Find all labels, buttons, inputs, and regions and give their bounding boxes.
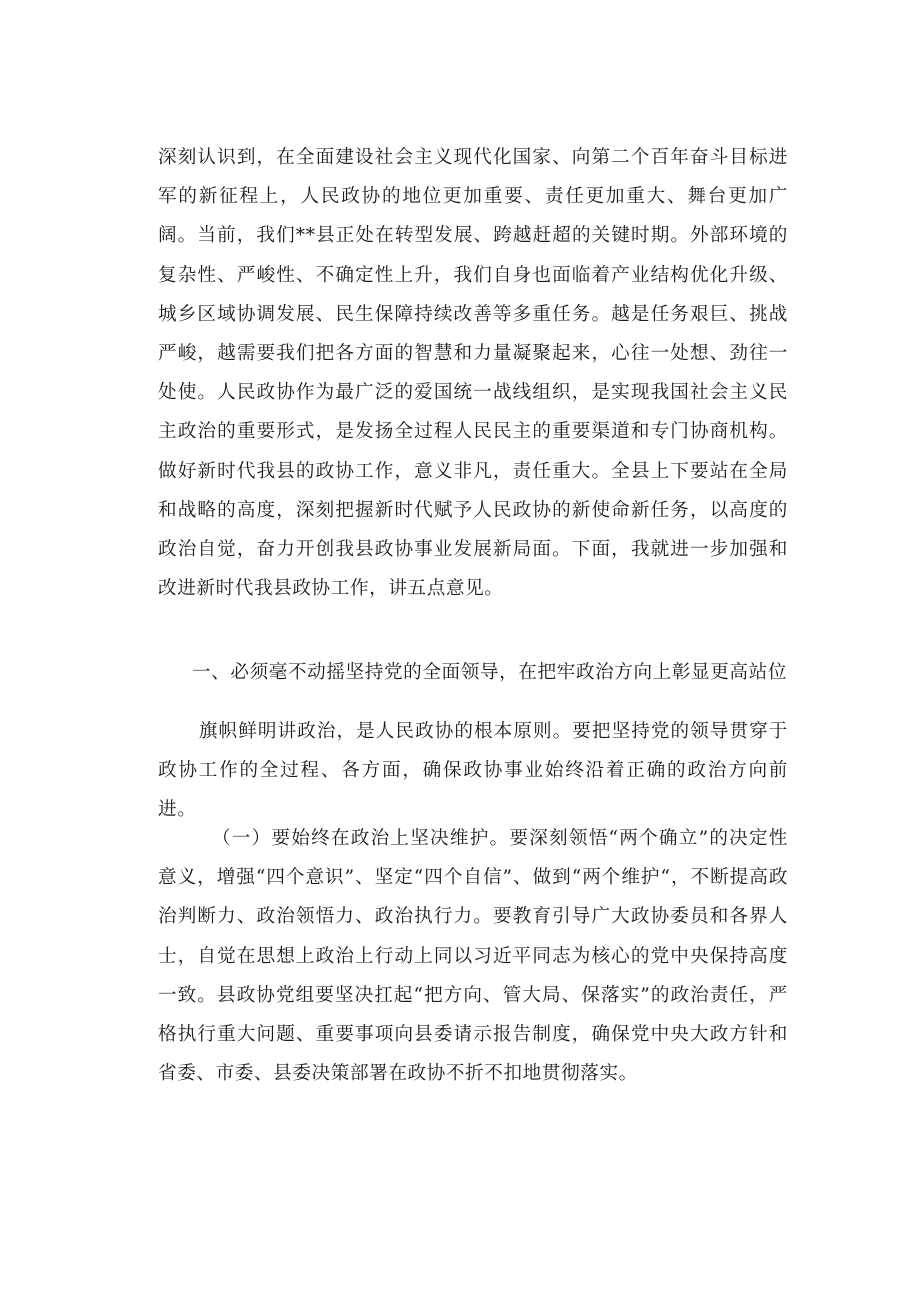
section-1-heading — [192, 653, 792, 692]
section-1-paragraph-text: 旗帜鲜明讲政治，是人民政协的根本原则。要把坚持党的领导贯穿于政协工作的全过程、各方面，确保政协事业始终沿着正确的政治方向前进。 — [158, 721, 788, 821]
subsection-1-paragraph-text: （一）要始终在政治上坚决维护。要深刻领悟“两个确立”的决定性意义，增强“四个意识”、坚定“四个自信”、做到“两个维护“，不断提高政治判断力、政治领悟力、政治执行力。要教育引导广大政协委员和各界人士，自觉在思想上政治上行动上同以习近平同志为核心的党中央保持高度一致。县政协党组要坚决扛起“把方向、管大局、保落实”的政治责任，严格执行重大问题、重要事项向县委请示报告制度，确保党中央大政方针和省委、市委、县委决策部署在政协不折不扣地贯彻落实。 — [158, 828, 788, 1085]
subsection-1-paragraph — [158, 819, 788, 1093]
section-1-paragraph — [158, 712, 788, 830]
section-1-heading-text: 一、必须毫不动摇坚持党的全面领导，在把牢政治方向上彰显更高站位 — [192, 662, 788, 683]
intro-paragraph — [158, 138, 788, 608]
intro-paragraph-text: 深刻认识到，在全面建设社会主义现代化国家、向第二个百年奋斗目标进军的新征程上，人民政协的地位更加重要、责任更加重大、舞台更加广阔。当前，我们**县正处在转型发展、跨越赶超的关键时期。外部环境的复杂性、严峻性、不确定性上升，我们自身也面临着产业结构优化升级、城乡区域协调发展、民生保障持续改善等多重任务。越是任务艰巨、挑战严峻，越需要我们把各方面的智慧和力量凝聚起来，心往一处想、劲往一处使。人民政协作为最广泛的爱国统一战线组织，是实现我国社会主义民主政治的重要形式，是发扬全过程人民民主的重要渠道和专门协商机构。做好新时代我县的政协工作，意义非凡，责任重大。全县上下要站在全局和战略的高度，深刻把握新时代赋予人民政协的新使命新任务，以高度的政治自觉，奋力开创我县政协事业发展新局面。下面，我就进一步加强和改进新时代我县政协工作，讲五点意见。 — [158, 147, 788, 600]
